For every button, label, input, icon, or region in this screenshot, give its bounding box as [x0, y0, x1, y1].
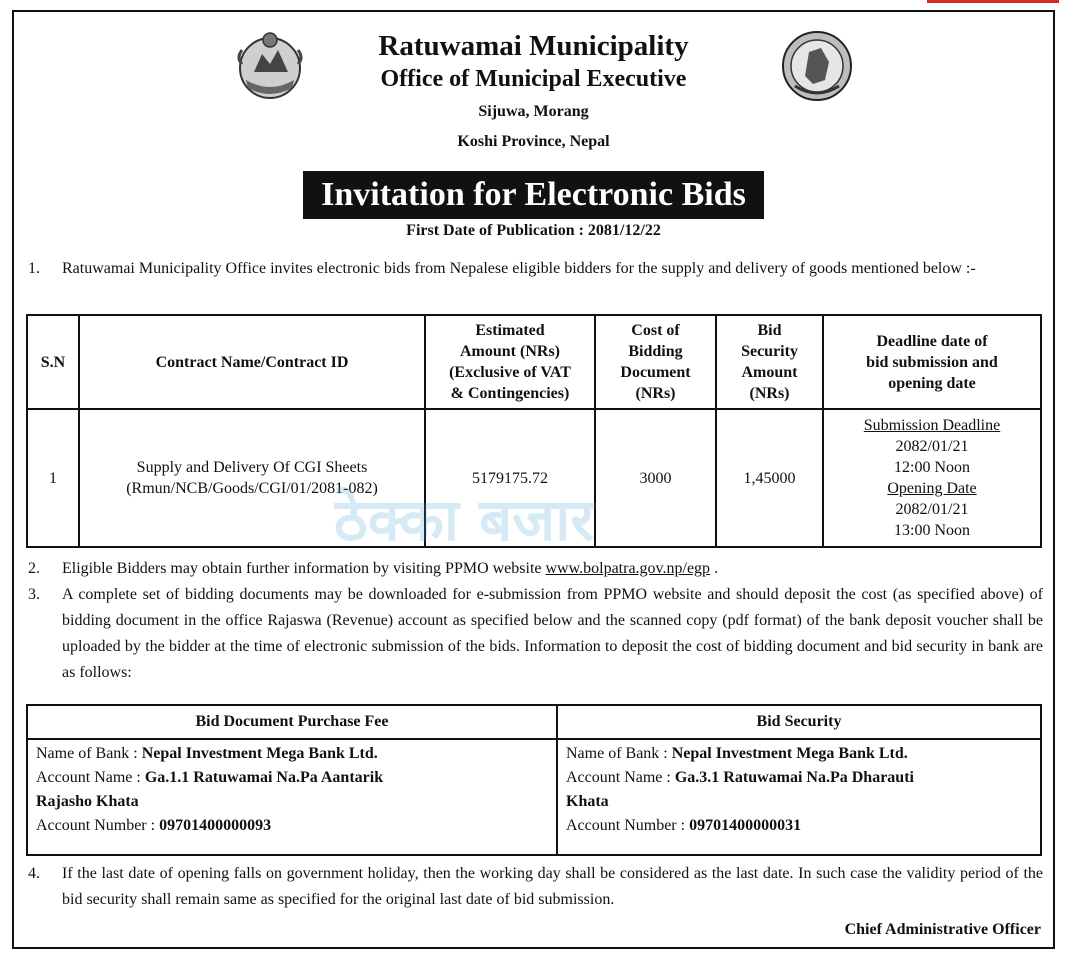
cell-cost: 3000: [595, 409, 716, 547]
submission-date: 2082/01/21: [895, 438, 969, 455]
paragraph-text-part: Eligible Bidders may obtain further information by visiting PPMO website: [62, 560, 546, 577]
opening-date: 2082/01/21: [895, 501, 969, 518]
account-name-cont: Rajasho Khata: [36, 793, 139, 810]
paragraph-number: 2.: [28, 560, 40, 577]
paragraph-text: If the last date of opening falls on government holiday, then the working day shall be considered as the last date. In such case the validity period of the bid security shall remain same as specified for the original last date of bid submission.: [62, 865, 1043, 908]
label: Name of Bank :: [566, 745, 672, 762]
header-line: & Contingencies): [450, 385, 570, 402]
cell-sn: 1: [27, 409, 79, 547]
cell-estimated: 5179175.72: [425, 409, 595, 547]
bank-row: [27, 739, 1041, 855]
header-line: (Exclusive of VAT: [449, 364, 571, 381]
municipality-name: Ratuwamai Municipality: [378, 30, 689, 62]
header-sn: S.N: [27, 315, 79, 409]
header-line: Security: [741, 343, 798, 360]
header-line: Cost of: [631, 322, 680, 339]
header-bid-security: Bid Security: [557, 705, 1041, 739]
submission-time: 12:00 Noon: [894, 459, 970, 476]
account-name-line: [566, 766, 1032, 790]
bank-line: [566, 742, 1032, 766]
contract-id: (Rmun/NCB/Goods/CGI/01/2081-082): [126, 480, 378, 497]
label: Account Number :: [36, 817, 160, 834]
header-cost: [595, 315, 716, 409]
office-province: Koshi Province, Nepal: [457, 133, 610, 150]
label: Account Name :: [36, 769, 145, 786]
watermark-text: ठेक्का बजार: [334, 486, 594, 554]
header-line: Bidding: [628, 343, 683, 360]
header-estimated: [425, 315, 595, 409]
header-line: opening date: [888, 374, 976, 392]
header-contract: Contract Name/Contract ID: [79, 315, 425, 409]
account-number: 09701400000093: [159, 817, 272, 834]
bank-name: Nepal Investment Mega Bank Ltd.: [141, 745, 378, 762]
paragraph-4: [28, 861, 1043, 913]
account-number-line: [566, 814, 1032, 838]
paragraph-number: 4.: [28, 865, 40, 882]
paragraph-number: 1.: [28, 260, 40, 277]
header-deadline: [823, 315, 1041, 409]
paragraph-number: 3.: [28, 586, 40, 603]
watermark-logo: [334, 478, 774, 558]
label: Account Name :: [566, 769, 675, 786]
header-purchase-fee: Bid Document Purchase Fee: [27, 705, 557, 739]
cell-deadline: [823, 409, 1041, 547]
submission-label: Submission Deadline: [863, 417, 1001, 434]
bank-line: [36, 742, 548, 766]
publication-date: First Date of Publication : 2081/12/22: [406, 222, 661, 239]
account-number: 09701400000031: [689, 817, 802, 834]
account-name-line: [36, 766, 548, 790]
paragraph-text: [62, 556, 1043, 582]
signature-title: Chief Administrative Officer: [844, 921, 1041, 938]
opening-time: 13:00 Noon: [894, 522, 970, 539]
paragraph-text: A complete set of bidding documents may be downloaded for e-submission from PPMO website and should deposit the cost (as specified above) of bidding document in the office Rajaswa (Revenue) account as specified below and the scanned copy (pdf format) of the bank deposit voucher shall be uploaded by the bidder at the time of electronic submission of the bids. Information to deposit the cost of bidding document and bid security in bank are as follows:: [62, 586, 1043, 681]
bank-table: [26, 704, 1042, 856]
paragraph-text: Ratuwamai Municipality Office invites electronic bids from Nepalese eligible bidders for the supply and delivery of goods mentioned below :-: [62, 260, 976, 277]
top-red-mark: [927, 0, 1059, 3]
notice-title-banner: Invitation for Electronic Bids: [303, 171, 764, 219]
header-line: Amount: [741, 364, 798, 381]
notice-frame: [12, 10, 1055, 949]
account-name: Ga.1.1 Ratuwamai Na.Pa Aantarik: [144, 769, 384, 786]
purchase-fee-account: [27, 739, 557, 855]
office-location: Sijuwa, Morang: [478, 103, 589, 120]
account-name-cont: Khata: [566, 793, 609, 810]
label: Name of Bank :: [36, 745, 142, 762]
paragraph-text-end: .: [710, 560, 719, 577]
bank-header-row: [27, 705, 1041, 739]
paragraph-3: [28, 582, 1043, 686]
paragraph-2: [28, 556, 1043, 582]
paragraph-1: [28, 256, 1043, 282]
label: Account Number :: [566, 817, 690, 834]
header-line: Deadline date of: [876, 332, 988, 350]
banner-wrap: [14, 171, 1053, 219]
header-line: Bid: [757, 322, 782, 339]
header-line: Document: [620, 364, 691, 381]
office-name: Office of Municipal Executive: [380, 66, 687, 92]
header-line: Amount (NRs): [460, 343, 560, 360]
contract-name: Supply and Delivery Of CGI Sheets: [136, 459, 368, 476]
bid-security-account: [557, 739, 1041, 855]
header-line: (NRs): [749, 385, 790, 402]
header-line: (NRs): [635, 385, 676, 402]
opening-label: Opening Date: [887, 480, 977, 497]
table-header-row: [27, 315, 1041, 409]
header-line: Estimated: [475, 322, 545, 339]
ppmo-website-link[interactable]: www.bolpatra.gov.np/egp: [545, 560, 711, 577]
account-name: Ga.3.1 Ratuwamai Na.Pa Dharauti: [674, 769, 914, 786]
account-number-line: [36, 814, 548, 838]
header-line: bid submission and: [866, 353, 998, 371]
cell-security: 1,45000: [716, 409, 823, 547]
bank-name: Nepal Investment Mega Bank Ltd.: [671, 745, 908, 762]
header-security: [716, 315, 823, 409]
